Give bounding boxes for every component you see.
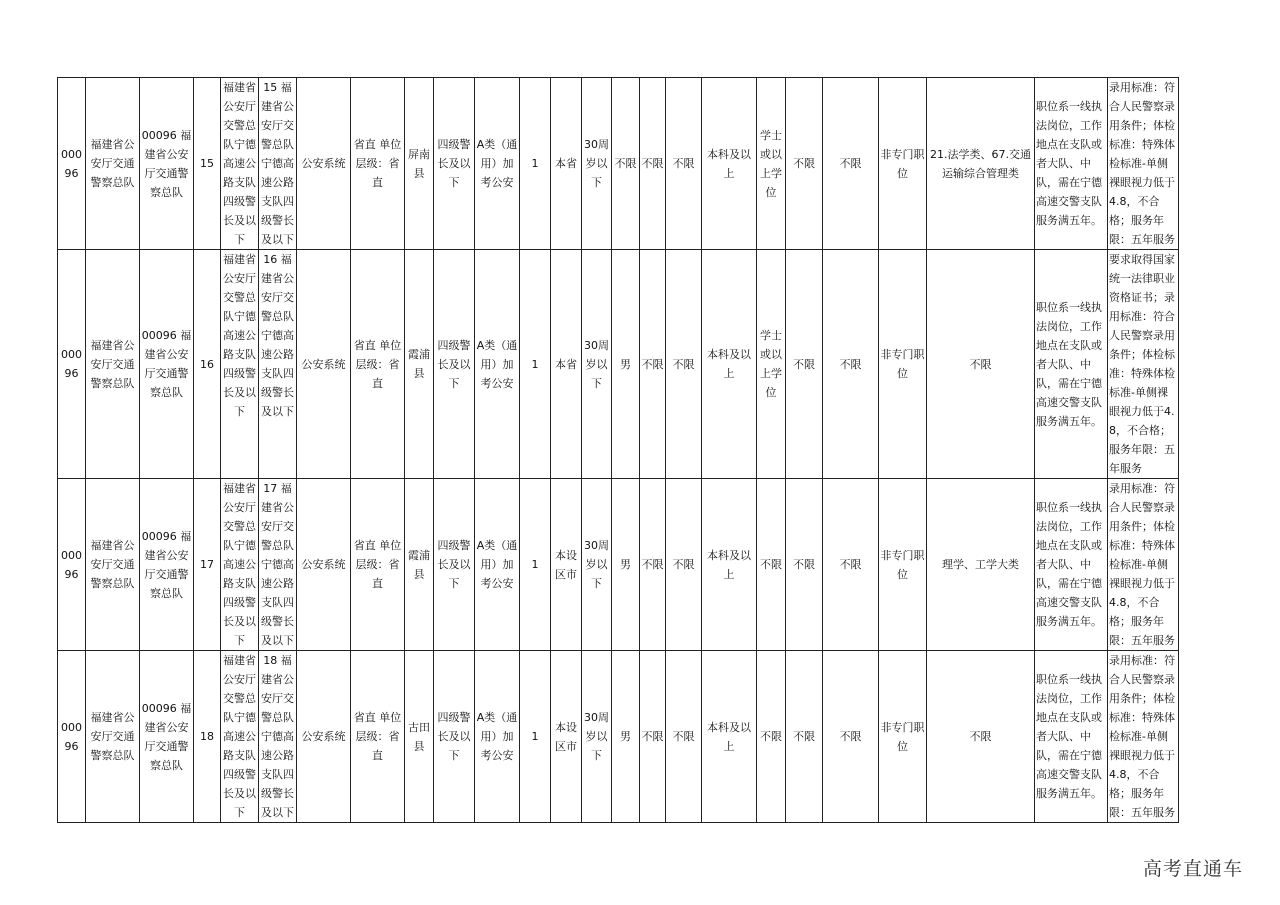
experience-cell: 不限 <box>786 78 823 250</box>
age-cell: 30周岁以下 <box>582 250 612 479</box>
rank-cell: 四级警长及以下 <box>434 250 475 479</box>
level-cell: 省直 单位层级：省直 <box>351 479 405 651</box>
degree-cell: 不限 <box>757 651 786 823</box>
code-cell: 00096 <box>58 651 86 823</box>
table-row <box>58 78 1179 250</box>
major-cell: 不限 <box>927 651 1035 823</box>
other-requirements-cell: 录用标准：符合人民警察录用条件；体检标准：特殊体检标准-单侧裸眼视力低于4.8，不合格；服务年限：五年服务 <box>1108 479 1179 651</box>
origin-cell: 本设区市 <box>551 651 582 823</box>
exam-type-cell: A类（通用）加考公安 <box>475 250 520 479</box>
education-cell: 本科及以上 <box>702 250 757 479</box>
unit-cell: 福建省公安厅交通警察总队 <box>86 78 140 250</box>
level-cell: 省直 单位层级：省直 <box>351 651 405 823</box>
position-code-name-cell: 18 福建省公安厅交警总队宁德高速公路支队四级警长及以下 <box>259 651 297 823</box>
note-cell: 职位系一线执法岗位，工作地点在支队或者大队、中队，需在宁德高速交警支队服务满五年。 <box>1035 479 1108 651</box>
position-number-cell: 17 <box>194 479 221 651</box>
ethnic-cell: 不限 <box>640 78 666 250</box>
rank-cell: 四级警长及以下 <box>434 78 475 250</box>
major-cell: 不限 <box>927 250 1035 479</box>
exam-type-cell: A类（通用）加考公安 <box>475 78 520 250</box>
politics-cell: 不限 <box>666 651 702 823</box>
unit-code-cell: 00096 福建省公安厅交通警察总队 <box>140 479 194 651</box>
note-cell: 职位系一线执法岗位，工作地点在支队或者大队、中队，需在宁德高速交警支队服务满五年。 <box>1035 78 1108 250</box>
major-cell: 21.法学类、67.交通运输综合管理类 <box>927 78 1035 250</box>
politics-cell: 不限 <box>666 78 702 250</box>
code-cell: 00096 <box>58 78 86 250</box>
note-cell: 职位系一线执法岗位，工作地点在支队或者大队、中队，需在宁德高速交警支队服务满五年。 <box>1035 250 1108 479</box>
exam-type-cell: A类（通用）加考公安 <box>475 651 520 823</box>
origin-cell: 本设区市 <box>551 479 582 651</box>
education-cell: 本科及以上 <box>702 651 757 823</box>
other-requirements-cell: 要求取得国家统一法律职业资格证书；录用标准：符合人民警察录用条件；体检标准：特殊体检标准-单侧裸眼视力低于4.8，不合格；服务年限：五年服务 <box>1108 250 1179 479</box>
position-number-cell: 16 <box>194 250 221 479</box>
code-cell: 00096 <box>58 250 86 479</box>
degree-cell: 不限 <box>757 479 786 651</box>
county-cell: 霞浦县 <box>405 250 434 479</box>
unit-code-cell: 00096 福建省公安厅交通警察总队 <box>140 250 194 479</box>
other-requirements-cell: 录用标准：符合人民警察录用条件；体检标准：特殊体检标准-单侧裸眼视力低于4.8，不合格；服务年限：五年服务 <box>1108 78 1179 250</box>
education-cell: 本科及以上 <box>702 78 757 250</box>
ethnic-cell: 不限 <box>640 250 666 479</box>
table-row <box>58 479 1179 651</box>
degree-cell: 学士或以上学位 <box>757 250 786 479</box>
table-row <box>58 250 1179 479</box>
other-requirements-cell: 录用标准：符合人民警察录用条件；体检标准：特殊体检标准-单侧裸眼视力低于4.8，不合格；服务年限：五年服务 <box>1108 651 1179 823</box>
exam-type-cell: A类（通用）加考公安 <box>475 479 520 651</box>
system-cell: 公安系统 <box>297 479 351 651</box>
unit-code-cell: 00096 福建省公安厅交通警察总队 <box>140 78 194 250</box>
watermark-text: 高考直通车 <box>1143 858 1244 880</box>
major-cell: 理学、工学大类 <box>927 479 1035 651</box>
position-code-name-cell: 17 福建省公安厅交警总队宁德高速公路支队四级警长及以下 <box>259 479 297 651</box>
table-row <box>58 651 1179 823</box>
system-cell: 公安系统 <box>297 78 351 250</box>
note-cell: 职位系一线执法岗位，工作地点在支队或者大队、中队，需在宁德高速交警支队服务满五年。 <box>1035 651 1108 823</box>
experience-cell: 不限 <box>786 250 823 479</box>
graduate-cell: 不限 <box>823 651 879 823</box>
education-cell: 本科及以上 <box>702 479 757 651</box>
politics-cell: 不限 <box>666 479 702 651</box>
origin-cell: 本省 <box>551 78 582 250</box>
unit-code-cell: 00096 福建省公安厅交通警察总队 <box>140 651 194 823</box>
system-cell: 公安系统 <box>297 651 351 823</box>
count-cell: 1 <box>520 479 551 651</box>
code-cell: 00096 <box>58 479 86 651</box>
graduate-cell: 不限 <box>823 78 879 250</box>
position-code-name-cell: 15 福建省公安厅交警总队宁德高速公路支队四级警长及以下 <box>259 78 297 250</box>
degree-cell: 学士或以上学位 <box>757 78 786 250</box>
county-cell: 霞浦县 <box>405 479 434 651</box>
special-position-cell: 非专门职位 <box>879 651 927 823</box>
count-cell: 1 <box>520 651 551 823</box>
level-cell: 省直 单位层级：省直 <box>351 78 405 250</box>
rank-cell: 四级警长及以下 <box>434 651 475 823</box>
gender-cell: 不限 <box>612 78 640 250</box>
gender-cell: 男 <box>612 250 640 479</box>
position-number-cell: 15 <box>194 78 221 250</box>
graduate-cell: 不限 <box>823 479 879 651</box>
recruitment-table <box>57 77 1179 823</box>
ethnic-cell: 不限 <box>640 479 666 651</box>
age-cell: 30周岁以下 <box>582 479 612 651</box>
special-position-cell: 非专门职位 <box>879 479 927 651</box>
experience-cell: 不限 <box>786 651 823 823</box>
count-cell: 1 <box>520 250 551 479</box>
position-name-cell: 福建省公安厅交警总队宁德高速公路支队四级警长及以下 <box>221 651 259 823</box>
level-cell: 省直 单位层级：省直 <box>351 250 405 479</box>
special-position-cell: 非专门职位 <box>879 78 927 250</box>
origin-cell: 本省 <box>551 250 582 479</box>
unit-cell: 福建省公安厅交通警察总队 <box>86 651 140 823</box>
age-cell: 30周岁以下 <box>582 78 612 250</box>
gender-cell: 男 <box>612 651 640 823</box>
position-name-cell: 福建省公安厅交警总队宁德高速公路支队四级警长及以下 <box>221 78 259 250</box>
gender-cell: 男 <box>612 479 640 651</box>
system-cell: 公安系统 <box>297 250 351 479</box>
graduate-cell: 不限 <box>823 250 879 479</box>
county-cell: 屏南县 <box>405 78 434 250</box>
ethnic-cell: 不限 <box>640 651 666 823</box>
position-number-cell: 18 <box>194 651 221 823</box>
age-cell: 30周岁以下 <box>582 651 612 823</box>
unit-cell: 福建省公安厅交通警察总队 <box>86 250 140 479</box>
experience-cell: 不限 <box>786 479 823 651</box>
position-name-cell: 福建省公安厅交警总队宁德高速公路支队四级警长及以下 <box>221 479 259 651</box>
county-cell: 古田县 <box>405 651 434 823</box>
unit-cell: 福建省公安厅交通警察总队 <box>86 479 140 651</box>
special-position-cell: 非专门职位 <box>879 250 927 479</box>
count-cell: 1 <box>520 78 551 250</box>
position-name-cell: 福建省公安厅交警总队宁德高速公路支队四级警长及以下 <box>221 250 259 479</box>
position-code-name-cell: 16 福建省公安厅交警总队宁德高速公路支队四级警长及以下 <box>259 250 297 479</box>
rank-cell: 四级警长及以下 <box>434 479 475 651</box>
politics-cell: 不限 <box>666 250 702 479</box>
